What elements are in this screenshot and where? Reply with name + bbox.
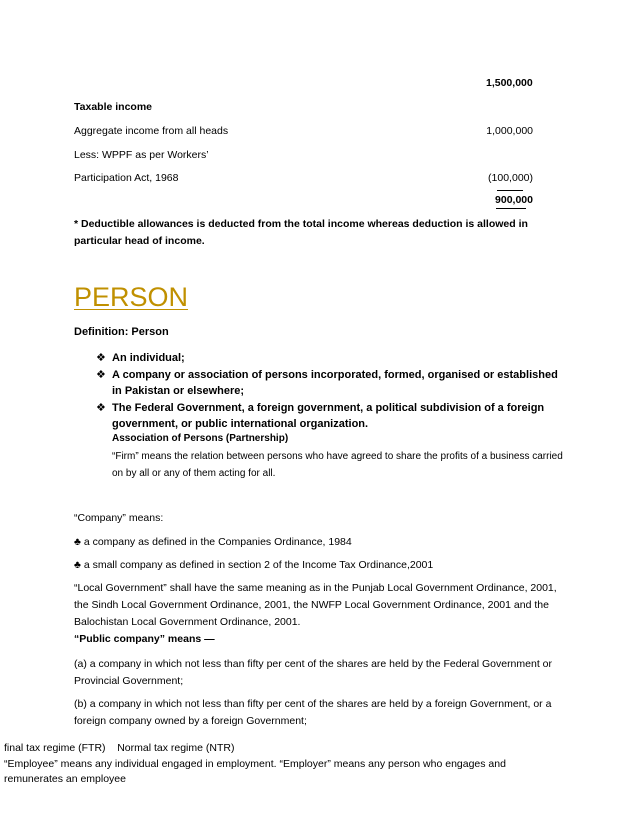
diamond-bullet-icon: ❖ <box>96 369 106 381</box>
row-aggregate-value: 1,000,000 <box>486 125 533 137</box>
company-item <box>74 559 433 571</box>
company-intro: “Company” means: <box>74 512 164 524</box>
diamond-bullet-icon: ❖ <box>96 352 106 364</box>
row-aggregate-label: Aggregate income from all heads <box>74 125 229 137</box>
bullet-text: An individual; <box>112 352 185 364</box>
row-participation-value: (100,000) <box>488 172 533 184</box>
bullet-text-cont: government, or public international organization. <box>112 418 369 430</box>
sum-rule <box>497 190 523 191</box>
aop-heading: Association of Persons (Partnership) <box>112 433 289 444</box>
definition-label: Definition: Person <box>74 326 169 338</box>
club-bullet-icon: ♣ <box>74 559 81 571</box>
net-total-value: 900,000 <box>495 194 533 206</box>
bullet-text: The Federal Government, a foreign government, a political subdivision of a foreign <box>112 402 545 414</box>
employee-definition: “Employee” means any individual engaged in employment. “Employer” means any person who engages and remunerates an employee <box>4 758 506 785</box>
public-company-b: (b) a company in which not less than fifty per cent of the shares are held by a foreign Government, or a foreign company owned by a foreign Government; <box>74 698 552 727</box>
company-item <box>74 536 352 548</box>
diamond-bullet-icon: ❖ <box>96 402 106 414</box>
taxable-income-label: Taxable income <box>74 101 153 113</box>
bullet-text-cont: in Pakistan or elsewhere; <box>112 385 245 397</box>
total-top-value: 1,500,000 <box>486 77 533 89</box>
public-company-heading: “Public company” means — <box>74 633 215 645</box>
row-wppf-label: Less: WPPF as per Workers’ <box>74 149 209 161</box>
company-item-text: a small company as defined in section 2 of the Income Tax Ordinance,2001 <box>83 559 434 571</box>
public-company-a: (a) a company in which not less than fifty per cent of the shares are held by the Federal Government or Provincial Government; <box>74 658 552 687</box>
bullet-text: A company or association of persons incorporated, formed, organised or established <box>112 369 558 381</box>
total-underline <box>496 208 526 209</box>
deduction-note: * Deductible allowances is deducted from the total income whereas deduction is allowed in particular head of income. <box>74 218 528 247</box>
company-item-text: a company as defined in the Companies Ordinance, 1984 <box>83 536 352 548</box>
club-bullet-icon: ♣ <box>74 536 81 548</box>
firm-definition: “Firm” means the relation between persons who have agreed to share the profits of a business carried on by all or any of them acting for all. <box>112 451 563 479</box>
tax-regimes-line: final tax regime (FTR) Normal tax regime (NTR) <box>4 742 235 754</box>
row-participation-label: Participation Act, 1968 <box>74 172 179 184</box>
section-title: PERSON <box>74 282 189 312</box>
local-government-definition: “Local Government” shall have the same meaning as in the Punjab Local Government Ordinance, 2001, the Sindh Local Government Ordinance, 2001, the NWFP Local Government Ordinance, 2001 and the Balochistan Local Government Ordinance, 2001. <box>74 582 557 628</box>
